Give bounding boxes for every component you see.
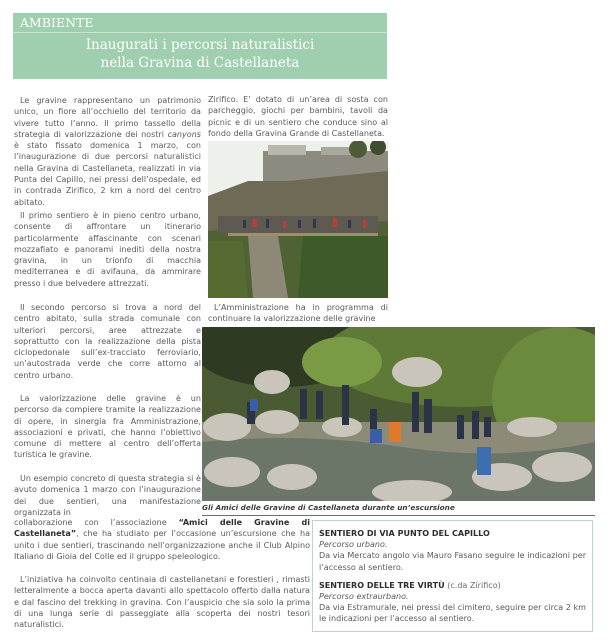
association-name: “Amici delle Gravine di Castellaneta” [14, 518, 310, 539]
paragraph-3-text: Il secondo percorso si trova a nord del centro abitato, sulla strada comunale con ulteriori percorsi, aree attrezzate e soprattutto con la realizzazione della pista ciclopedonale sull’ex-tracciato ferroviario, un’autostrada verde che corre attorno al centro urbano. [14, 303, 201, 380]
paragraph-4-text: La valorizzazione delle gravine è un percorso da compiere tramite la realizzazione di opere, in sinergia fra Amministrazione, associazioni e privati, che hanno l’obiettivo comune di mettere al centro dell’offerta turistica le gravine. [14, 394, 201, 460]
trail-2-description: Da via Estramurale, nei pressi del cimitero, seguire per circa 2 km le indicazioni per l’accesso al sentiero. [319, 603, 586, 624]
paragraph-5b-text-a: collaborazione con l’associazione [14, 518, 179, 527]
paragraph-2 [14, 210, 201, 289]
photo-overlook-illustration [208, 141, 388, 298]
photo-gravina-overlook [208, 141, 388, 298]
trail-1-description: Da via Mercato angolo via Mauro Fasano seguire le indicazioni per l’accesso al sentiero. [319, 551, 586, 572]
paragraph-1-text-a: Le gravine rappresentano un patrimonio unico, un fiore all’occhiello del territorio da vivere tutto l’anno. Il primo tassello della strategia di valorizzazione dei nostri [14, 96, 201, 139]
paragraph-5b-text-b: , che ha studiato per l’occasione un’escursione che ha unito i due sentieri, trascinando nell’organizzazione anche il Club Alpino Italiano di Gioia del Colle ed il gruppo speleologico. [14, 529, 310, 561]
section-tag: AMBIENTE [13, 13, 387, 33]
paragraph-2-text: Il primo sentiero è in pieno centro urbano, consente di affrontare un itinerario particolarmente affascinante con scenari mozzafiato e panorami inediti della nostra gravina, in un trionfo di macchia mediterranea e di avifauna, da ammirare presso i due belvedere attrezzati. [14, 211, 201, 288]
photo-excursion [202, 327, 595, 501]
trail-info-2 [319, 580, 586, 625]
right-paragraph-2-text: L’Amministrazione ha in programma di continuare la valorizzazione delle gravine [208, 303, 388, 324]
paragraph-3 [14, 302, 201, 381]
trails-info-box [312, 520, 593, 632]
paragraph-1 [14, 95, 201, 208]
title-line-1: Inaugurati i percorsi naturalistici [85, 37, 315, 53]
trail-2-title: SENTIERO DELLE TRE VIRTÙ [319, 580, 445, 590]
trail-info-1 [319, 528, 586, 573]
trail-1-title: SENTIERO DI VIA PUNTO DEL CAPILLO [319, 529, 490, 538]
right-paragraph-2 [208, 302, 388, 325]
trail-1-type: Percorso urbano. [319, 540, 388, 550]
article-title [13, 36, 387, 72]
paragraph-6-text: L’iniziativa ha coinvolto centinaia di castellanetani e forestieri , rimasti letteralmente a bocca aperta davanti allo spettacolo offerto dalla natura e dal fascino del trekking in gravina. Con l’auspicio che sia solo la prima di una lunga serie di passeggiate alla scoperta dei nostri tesori naturalistici. [14, 575, 310, 630]
paragraph-5-text: Un esempio concreto di questa strategia si è avuto domenica 1 marzo con l’inaugurazione dei due sentieri, una manifestazione organizzata in [14, 474, 201, 517]
photo-caption: Gli Amici delle Gravine di Castellaneta durante un’escursione [202, 502, 595, 516]
paragraph-4 [14, 393, 201, 461]
trail-2-type: Percorso extraurbano. [319, 592, 409, 602]
photo-excursion-illustration [202, 327, 595, 501]
paragraph-5-continued [14, 517, 310, 562]
paragraph-5 [14, 473, 201, 518]
title-line-2: nella Gravina di Castellaneta [100, 55, 300, 71]
paragraph-1-italic: canyons [167, 129, 201, 139]
right-paragraph-1-text: Zirifico. E’ dotato di un’area di sosta con parcheggio, giochi per bambini, tavoli da picnic e di un sentiero che conduce sino al fondo della Gravina Grande di Castellaneta. [208, 95, 388, 138]
paragraph-1-text-b: è stato fissato domenica 1 marzo, con l’inaugurazione di due percorsi naturalistici nella Gravina di Castellaneta, realizzati in via Punta del Capillo, nei pressi dell’ospedale, ed in contrada Zirifico, 2 km a nord del centro abitato. [14, 141, 201, 207]
trail-2-subtitle: (c.da Zirifico) [444, 580, 501, 590]
right-paragraph-1 [208, 94, 388, 139]
paragraph-6 [14, 574, 310, 630]
article-header [13, 13, 387, 79]
